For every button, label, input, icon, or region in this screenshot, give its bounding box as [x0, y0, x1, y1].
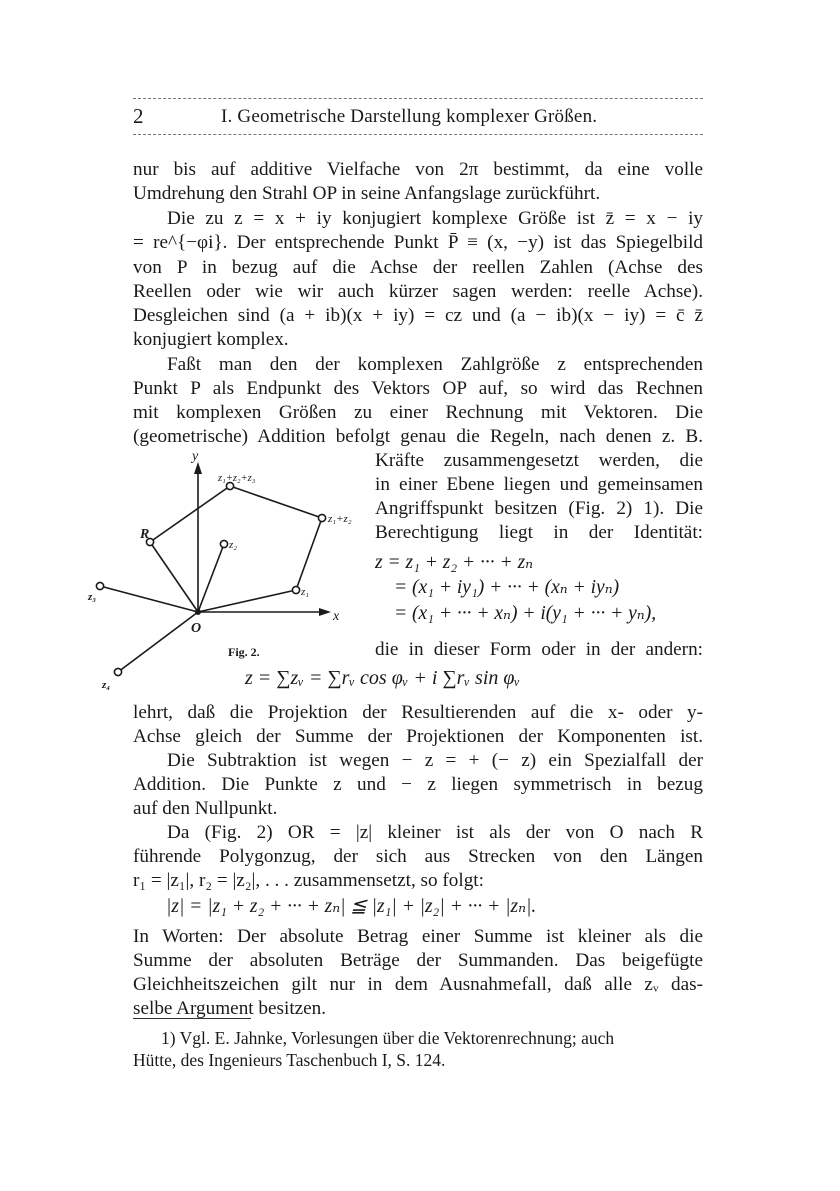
text-line: Summe der absoluten Beträge der Summanden. Das beigefügte — [133, 950, 703, 971]
sum-equation: z = ∑zᵥ = ∑rᵥ cos φᵥ + i ∑rᵥ sin φᵥ — [245, 667, 521, 689]
polygon-segment-z2 — [296, 518, 322, 590]
text-line: Die Subtraktion ist wegen − z = + (− z) ein Spezialfall der — [167, 750, 703, 771]
vector-z4 — [118, 612, 198, 672]
text-line: Kräfte zusammengesetzt werden, die — [375, 450, 703, 471]
label-z1-z2-z3: z₁+z₂+z₃ — [218, 473, 256, 484]
text-line: Desgleichen sind (a + ib)(x + iy) = cz und (a − ib)(x − iy) = c̄ z̄ — [133, 305, 703, 326]
text-line: in einer Ebene liegen und gemeinsamen — [375, 474, 703, 495]
label-z4: z₄ — [102, 679, 111, 691]
text-line: Achse gleich der Summe der Projektionen der Komponenten ist. — [133, 726, 703, 747]
text-line: Umdrehung den Strahl OP in seine Anfangslage zurückführt. — [133, 183, 601, 204]
text-line: Berechtigung liegt in der Identität: — [375, 522, 703, 543]
label-y: y — [192, 449, 199, 464]
text-line: von P in bezug auf die Achse der reellen Zahlen (Achse des — [133, 257, 703, 278]
text-line: Punkt P als Endpunkt des Vektors OP auf, so wird das Rechnen — [133, 378, 703, 399]
point-z2 — [220, 540, 227, 547]
equation-line-3: = (x₁ + ··· + xₙ) + i(y₁ + ··· + yₙ), — [394, 603, 657, 624]
text-line: Angriffspunkt besitzen (Fig. 2) 1). Die — [375, 498, 703, 519]
text-line: nur bis auf additive Vielfache von 2π bestimmt, da eine volle — [133, 159, 703, 180]
text-line: Addition. Die Punkte z und − z liegen symmetrisch in bezug — [133, 774, 703, 795]
polygon-segment-z3 — [230, 486, 322, 518]
text-line: In Worten: Der absolute Betrag einer Summe ist kleiner als die — [133, 926, 703, 947]
point-z1 — [292, 586, 299, 593]
page-number: 2 — [133, 104, 144, 128]
footnote-rule — [133, 1018, 251, 1019]
label-z1-z2: z₁+z₂ — [328, 513, 352, 525]
label-z3: z₃ — [88, 591, 97, 603]
point-z4 — [114, 668, 121, 675]
label-R: R — [140, 527, 150, 542]
label-z1: z₁ — [301, 586, 310, 598]
text-line: auf den Nullpunkt. — [133, 798, 278, 819]
text-line: Reellen oder wie wir auch kürzer sagen werden: reelle Achse). — [133, 281, 703, 302]
vector-z2 — [198, 544, 224, 612]
text-line: konjugiert komplex. — [133, 329, 289, 350]
vector-z1 — [198, 590, 296, 612]
text-line: lehrt, daß die Projektion der Resultierenden auf die x- oder y- — [133, 702, 703, 723]
text-line: Gleichheitszeichen gilt nur in dem Ausnahmefall, daß alle zᵥ das- — [133, 974, 703, 995]
equation-line-2: = (x₁ + iy₁) + ··· + (xₙ + iyₙ) — [394, 577, 620, 598]
equation-line-1: z = z₁ + z₂ + ··· + zₙ — [375, 552, 534, 573]
inequality-equation: |z| = |z₁ + z₂ + ··· + zₙ| ≦ |z₁| + |z₂| + ··· + |zₙ|. — [166, 896, 537, 917]
point-z3 — [96, 582, 103, 589]
text-line: Die zu z = x + iy konjugiert komplexe Größe ist z̄ = x − iy — [167, 208, 703, 229]
origin-point — [196, 610, 200, 614]
label-origin: O — [191, 621, 202, 636]
polygon-segment-z4 — [150, 486, 230, 542]
figure-caption: Fig. 2. — [228, 645, 260, 659]
chapter-title: I. Geometrische Darstellung komplexer Größen. — [221, 106, 598, 127]
footnote-line: Hütte, des Ingenieurs Taschenbuch I, S. 124. — [133, 1050, 446, 1070]
label-x: x — [333, 609, 340, 624]
text-line: Da (Fig. 2) OR = |z| kleiner ist als der von O nach R — [167, 822, 703, 843]
point-z1-z2 — [318, 514, 325, 521]
footnote-line: 1) Vgl. E. Jahnke, Vorlesungen über die Vektorenrechnung; auch — [161, 1028, 615, 1048]
text-line: die in dieser Form oder in der andern: — [375, 639, 703, 660]
x-axis-arrow — [319, 608, 331, 616]
text-line: (geometrische) Addition befolgt genau die Regeln, nach denen z. B. — [133, 426, 703, 447]
text-line: mit komplexen Größen zu einer Rechnung mit Vektoren. Die — [133, 402, 703, 423]
text-line: = re^{−φi}. Der entsprechende Punkt P̄ ≡ (x, −y) ist das Spiegelbild — [133, 232, 703, 253]
text-line: selbe Argument besitzen. — [133, 998, 327, 1019]
text-line: r₁ = |z₁|, r₂ = |z₂|, . . . zusammensetzt, so folgt: — [133, 870, 484, 891]
label-z2: z₂ — [229, 539, 238, 551]
text-line: Faßt man den der komplexen Zahlgröße z entsprechenden — [167, 354, 703, 375]
text-line: führende Polygonzug, der sich aus Strecken von den Längen — [133, 846, 703, 867]
